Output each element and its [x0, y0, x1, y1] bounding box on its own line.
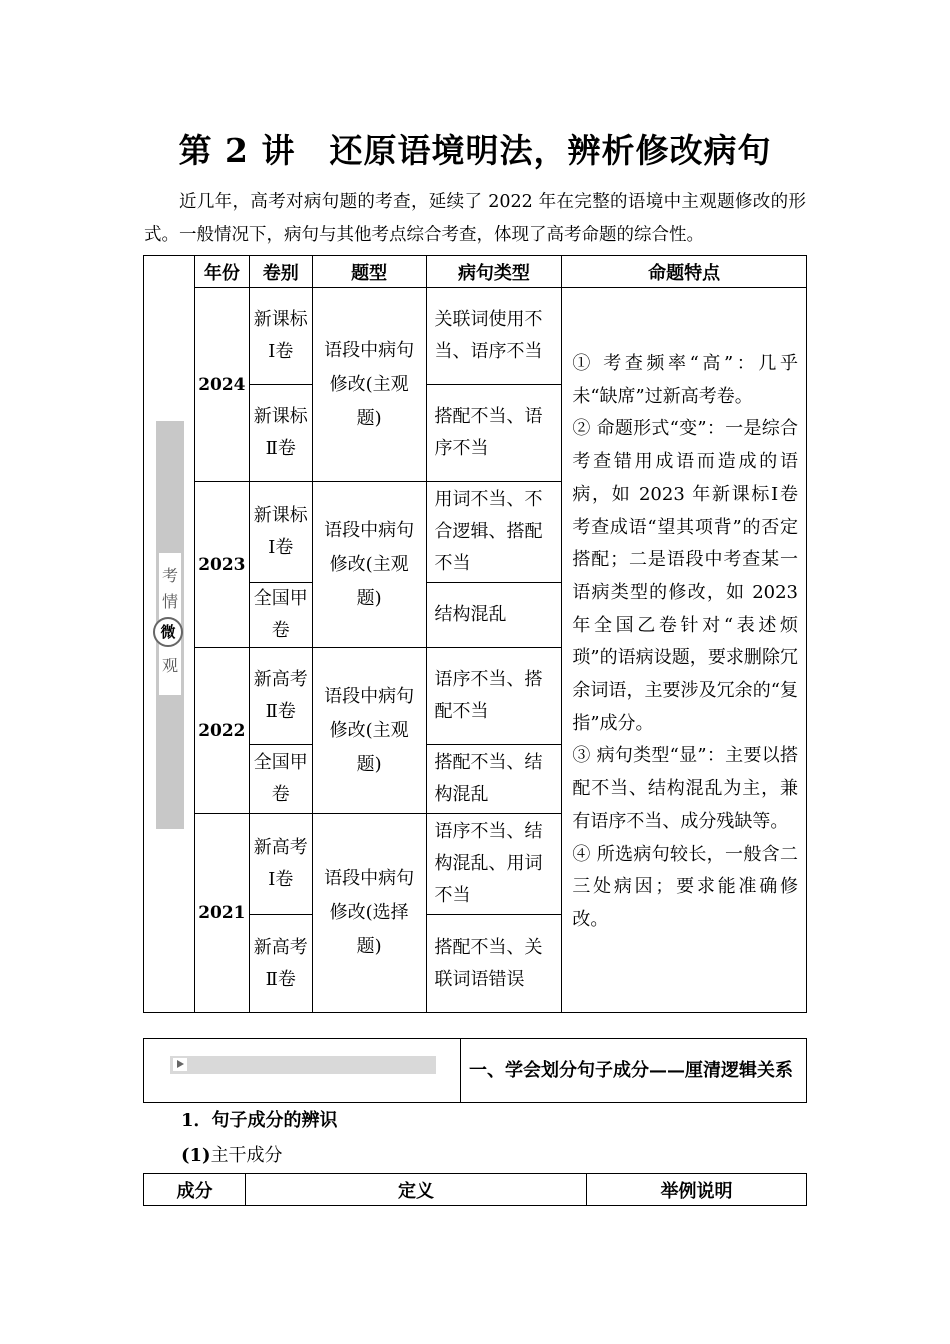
- wei-badge: 微: [153, 617, 183, 647]
- juan-cell: 全国甲卷: [249, 583, 312, 648]
- feature-item: ③ 病句类型“显”：主要以搭配不当、结构混乱为主，兼有语序不当、成分残缺等。: [572, 745, 798, 832]
- tixing-cell: 语段中病句修改(选择题): [312, 814, 426, 1013]
- page-title: 第 2 讲 还原语境明法，辨析修改病句: [178, 131, 772, 170]
- header-juan: 卷别: [249, 256, 312, 288]
- juan-cell: 新课标Ⅱ卷: [249, 385, 312, 482]
- juan-cell: 全国甲卷: [249, 745, 312, 814]
- feature-item: ④ 所选病句较长，一般含二三处病因；要求能准确修改。: [572, 843, 798, 930]
- header-example: 举例说明: [587, 1174, 807, 1206]
- year-cell: 2022: [194, 648, 249, 814]
- sidebar-char: 观: [161, 656, 178, 675]
- section-heading: 一、学会划分句子成分——厘清逻辑关系: [461, 1039, 807, 1103]
- tixing-cell: 语段中病句修改(主观题): [312, 648, 426, 814]
- subheading-2-text: 主干成分: [210, 1145, 283, 1166]
- tixing-cell: 语段中病句修改(主观题): [312, 288, 426, 482]
- juan-cell: 新高考Ⅰ卷: [249, 814, 312, 915]
- components-table: [143, 1173, 807, 1206]
- header-tixing: 题型: [312, 256, 426, 288]
- subheading-1: 1．句子成分的辨识: [181, 1110, 338, 1131]
- bing-cell: 结构混乱: [426, 583, 562, 648]
- bing-cell: 搭配不当、语序不当: [426, 385, 562, 482]
- year-cell: 2021: [194, 814, 249, 1013]
- bing-cell: 语序不当、搭配不当: [426, 648, 562, 745]
- exam-table: [143, 255, 807, 1013]
- bing-cell: 搭配不当、结构混乱: [426, 745, 562, 814]
- header-bing: 病句类型: [426, 256, 562, 288]
- juan-cell: 新高考Ⅱ卷: [249, 915, 312, 1013]
- video-progress-bar[interactable]: [170, 1056, 436, 1074]
- sidebar-char: 考: [161, 566, 178, 585]
- header-year: 年份: [194, 256, 249, 288]
- features-cell: [562, 288, 807, 1013]
- year-cell: 2024: [194, 288, 249, 482]
- header-chengfen: 成分: [144, 1174, 246, 1206]
- bing-cell: 搭配不当、关联词语错误: [426, 915, 562, 1013]
- play-icon[interactable]: [173, 1058, 187, 1071]
- subheading-2-number: (1): [181, 1145, 211, 1166]
- juan-cell: 新课标Ⅰ卷: [249, 288, 312, 385]
- subheading-2: [181, 1141, 283, 1167]
- intro-paragraph: 近几年，高考对病句题的考查，延续了 2022 年在完整的语境中主观题修改的形式。一般情况下，病句与其他考点综合考查，体现了高考命题的综合性。: [144, 192, 806, 245]
- bing-cell: 关联词使用不当、语序不当: [426, 288, 562, 385]
- juan-cell: 新课标Ⅰ卷: [249, 482, 312, 583]
- header-dingyi: 定义: [246, 1174, 587, 1206]
- bing-cell: 语序不当、结构混乱、用词不当: [426, 814, 562, 915]
- sidebar-label: [156, 421, 184, 829]
- feature-item: ① 考查频率“高”：几乎未“缺席”过新高考卷。: [572, 353, 798, 407]
- feature-item: ② 命题形式“变”：一是综合考查错用成语而造成的语病，如 2023 年新课标Ⅰ卷考查成语“望其项背”的否定搭配；二是语段中考查某一语病类型的修改，如 2023 年全国乙卷针对“表述烦琐”的语病设题，要求删除冗余词语，主要涉及冗余的“复指”成分。: [572, 418, 798, 734]
- bing-cell: 用词不当、不合逻辑、搭配不当: [426, 482, 562, 583]
- header-te: 命题特点: [562, 256, 807, 288]
- juan-cell: 新高考Ⅱ卷: [249, 648, 312, 745]
- sidebar-char: 情: [161, 592, 178, 611]
- tixing-cell: 语段中病句修改(主观题): [312, 482, 426, 648]
- year-cell: 2023: [194, 482, 249, 648]
